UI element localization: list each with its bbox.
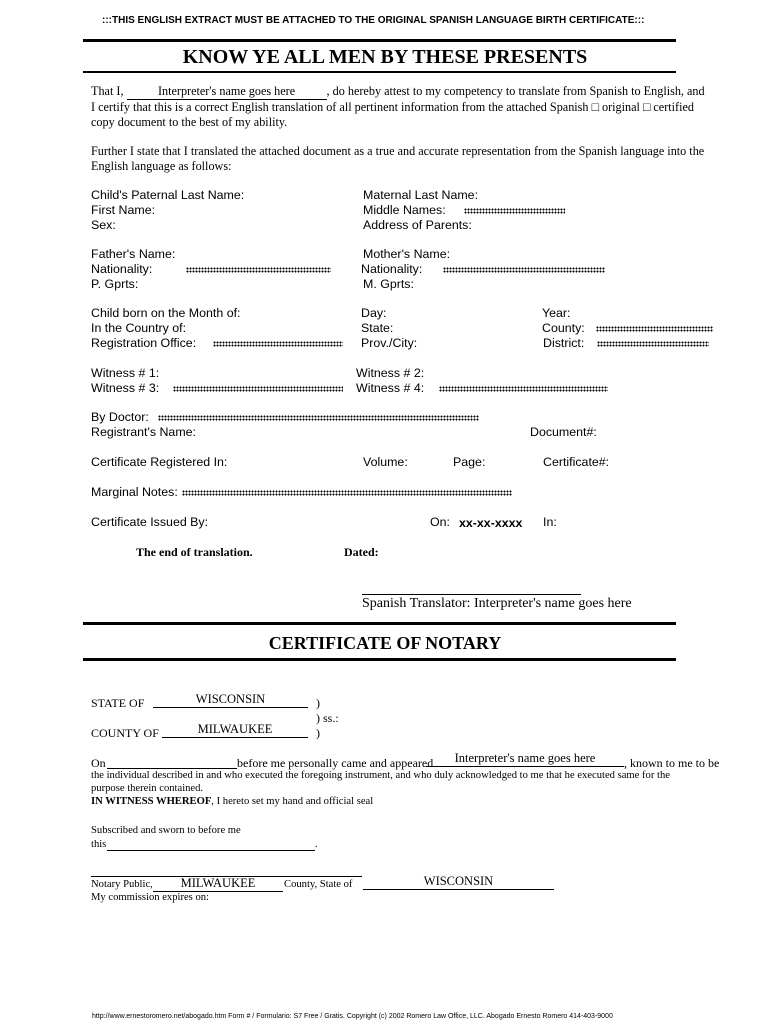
this-date-line[interactable]: [107, 850, 315, 851]
label-county: County:: [542, 321, 585, 335]
label-by-doctor: By Doctor:: [91, 410, 149, 424]
known-to-me-text: , known to me to be: [624, 756, 720, 770]
translator-signature-line: [362, 594, 581, 595]
original-label: original: [601, 100, 640, 114]
label-country-of: In the Country of:: [91, 321, 187, 335]
notary-state-field[interactable]: WISCONSIN: [363, 874, 554, 890]
translator-name: Interpreter's name goes here: [474, 596, 632, 611]
mother-nationality-dots: [443, 267, 605, 273]
county-dots: [596, 326, 713, 332]
by-doctor-dots: [158, 415, 479, 421]
interpreter-name-field[interactable]: Interpreter's name goes here: [127, 84, 327, 100]
label-sex: Sex:: [91, 218, 116, 232]
notary-public-label: Notary Public,: [91, 879, 153, 890]
label-paternal-last-name: Child's Paternal Last Name:: [91, 188, 245, 202]
label-first-name: First Name:: [91, 203, 156, 217]
label-state: State:: [361, 321, 394, 335]
label-witness-1: Witness # 1:: [91, 366, 160, 380]
marginal-notes-dots: [182, 490, 512, 496]
main-title: KNOW YE ALL MEN BY THESE PRESENTS: [182, 46, 588, 68]
certified-checkbox[interactable]: □: [642, 100, 651, 114]
original-checkbox[interactable]: □: [591, 100, 599, 114]
label-address-of-parents: Address of Parents:: [363, 218, 472, 232]
label-prov-city: Prov./City:: [361, 336, 418, 350]
appeared-name-field[interactable]: Interpreter's name goes here: [426, 751, 624, 767]
dated-label: Dated:: [344, 545, 379, 559]
attestation-paragraph: [91, 84, 731, 130]
witness-3-dots: [173, 386, 343, 392]
commission-expires-label: My commission expires on:: [91, 892, 209, 903]
label-middle-names: Middle Names:: [363, 203, 446, 217]
label-witness-2: Witness # 2:: [356, 366, 425, 380]
notary-body-line2: the individual described in and who executed the foregoing instrument, and who duly acknowledged to me that he executed same for the: [91, 770, 670, 781]
registration-office-dots: [213, 341, 343, 347]
subscribed-text: Subscribed and sworn to before me: [91, 825, 241, 836]
notary-on-date-line[interactable]: [107, 768, 237, 769]
attestation-line-3: copy document to the best of my ability.: [91, 115, 288, 129]
state-of-field[interactable]: WISCONSIN: [153, 692, 308, 708]
end-of-translation: The end of translation.: [136, 545, 253, 559]
translator-signature: [362, 596, 632, 612]
ss-label: ) ss.:: [316, 711, 339, 725]
in-witness-line: [91, 796, 373, 807]
notary-top-rule: [83, 622, 676, 625]
label-in: In:: [543, 515, 557, 529]
attestation-line-1: [91, 84, 731, 100]
this-label: this: [91, 839, 107, 850]
label-child-born-month: Child born on the Month of:: [91, 306, 241, 320]
label-day: Day:: [361, 306, 387, 320]
label-p-gprts: P. Gprts:: [91, 277, 139, 291]
label-certificate-no: Certificate#:: [543, 455, 610, 469]
that-i-text: That I,: [91, 84, 124, 98]
label-on: On:: [430, 515, 450, 529]
county-of-field[interactable]: MILWAUKEE: [162, 722, 308, 738]
label-certificate-issued-by: Certificate Issued By:: [91, 515, 209, 529]
state-of-label: STATE OF: [91, 696, 145, 710]
this-period: .: [315, 839, 318, 850]
label-district: District:: [543, 336, 585, 350]
label-father-nationality: Nationality:: [91, 262, 153, 276]
attestation-line1-rest: , do hereby attest to my competency to translate from Spanish to English, and: [326, 84, 705, 98]
in-witness-rest: , I hereto set my hand and official seal: [211, 796, 374, 807]
on-date-value: xx-xx-xxxx: [459, 516, 523, 530]
county-of-label: COUNTY OF: [91, 726, 159, 740]
label-witness-3: Witness # 3:: [91, 381, 160, 395]
page-footer: http://www.ernestoromero.net/abogado.htm Form # / Formulario: S7 Free / Gratis. Copyright (c) 2002 Romero Law Office, LLC. Abogado Ernesto Romero 414-403-9000: [92, 1013, 613, 1020]
paren-1: ): [316, 696, 320, 710]
attestation-line-2: [91, 100, 731, 115]
label-page: Page:: [453, 455, 486, 469]
middle-names-dots: [464, 208, 565, 214]
in-witness-bold: IN WITNESS WHEREOF: [91, 796, 212, 807]
notary-title: CERTIFICATE OF NOTARY: [268, 633, 502, 653]
label-fathers-name: Father's Name:: [91, 247, 176, 261]
notary-county-field[interactable]: MILWAUKEE: [153, 876, 283, 892]
label-marginal-notes: Marginal Notes:: [91, 485, 178, 499]
notary-body-line3: purpose therein contained.: [91, 783, 204, 794]
label-registrants-name: Registrant's Name:: [91, 425, 196, 439]
notary-on-label: On: [91, 756, 106, 770]
label-witness-4: Witness # 4:: [356, 381, 425, 395]
top-rule: [83, 39, 676, 42]
label-certificate-registered-in: Certificate Registered In:: [91, 455, 228, 469]
label-volume: Volume:: [363, 455, 408, 469]
label-maternal-last-name: Maternal Last Name:: [363, 188, 479, 202]
paren-2: ): [316, 726, 320, 740]
witness-4-dots: [439, 386, 608, 392]
attestation-line2-text: I certify that this is a correct English translation of all pertinent information from the attached Spanish: [91, 100, 589, 114]
label-document-no: Document#:: [530, 425, 597, 439]
county-state-of-label: County, State of: [284, 879, 353, 890]
label-registration-office: Registration Office:: [91, 336, 197, 350]
label-year: Year:: [542, 306, 571, 320]
certified-label: certified: [653, 100, 694, 114]
before-me-text: before me personally came and appeared: [237, 756, 434, 770]
translator-label: Spanish Translator:: [362, 596, 471, 611]
label-mother-nationality: Nationality:: [361, 262, 423, 276]
label-m-gprts: M. Gprts:: [363, 277, 414, 291]
title-rule: [83, 71, 676, 73]
notary-bottom-rule: [83, 658, 676, 661]
district-dots: [597, 341, 709, 347]
father-nationality-dots: [186, 267, 331, 273]
label-mothers-name: Mother's Name:: [363, 247, 451, 261]
header-notice: :::THIS ENGLISH EXTRACT MUST BE ATTACHED TO THE ORIGINAL SPANISH LANGUAGE BIRTH CERTIFICATE:::: [102, 15, 645, 26]
further-statement: Further I state that I translated the attached document as a true and accurate representation from the Spanish language into the English language as follows:: [91, 144, 705, 173]
